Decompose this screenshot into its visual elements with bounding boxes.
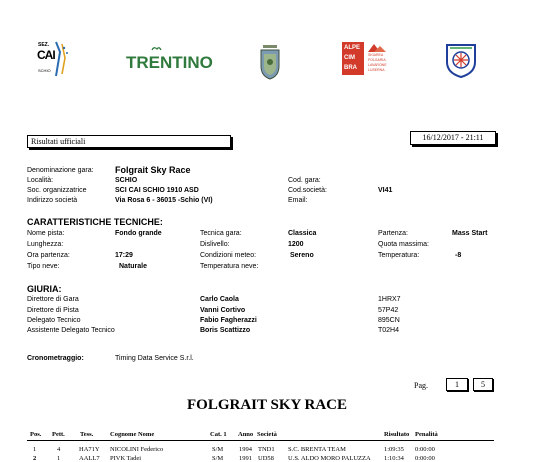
alpe-right-3: LAVARONE	[368, 63, 387, 67]
giuria-code: 1HRX7	[378, 296, 401, 303]
col-nome: Cognome Nome	[110, 431, 155, 438]
nome-pista-value: Fondo grande	[115, 230, 162, 237]
cell-soccode: UD58	[258, 455, 274, 462]
page-label: Pag.	[414, 381, 428, 390]
cell-risultato: 1:10:34	[384, 455, 404, 462]
alpe-cimbra-logo	[342, 42, 402, 76]
temp-label: Temperatura:	[378, 252, 420, 259]
alpe-line-3: BRA	[344, 65, 357, 71]
col-risultato: Risultato	[384, 431, 410, 438]
localita-label: Località:	[27, 177, 54, 184]
page-current-box[interactable]	[446, 378, 468, 391]
dislivello-value: 1200	[288, 241, 304, 248]
cod-gara-label: Cod. gara:	[288, 177, 321, 184]
cell-anno: 1991	[239, 455, 252, 462]
giuria-role: Assistente Delegato Tecnico	[27, 327, 115, 334]
col-cat: Cat. 1	[210, 431, 227, 438]
page-total: 5	[481, 380, 485, 389]
lunghezza-label: Lunghezza:	[27, 241, 64, 248]
giuria-code: T02H4	[378, 327, 400, 334]
cell-pett: 1	[57, 455, 61, 462]
dislivello-label: Dislivello:	[200, 241, 230, 248]
col-soc: Società	[257, 431, 277, 438]
cell-pos: 2	[33, 455, 37, 462]
giuria-role: Delegato Tecnico	[27, 317, 81, 324]
official-results-label: Risultati ufficiali	[31, 137, 86, 146]
datetime-box	[410, 131, 496, 145]
col-pett: Pett.	[52, 431, 65, 438]
tecnica-label: Tecnica gara:	[200, 230, 242, 237]
giuria-name: Vanni Cortivo	[200, 307, 246, 314]
giuria-name: Carlo Caola	[200, 296, 239, 303]
ora-value: 17:29	[115, 252, 133, 259]
soc-label: Soc. organizzatrice	[27, 187, 87, 194]
col-tess: Tess.	[80, 431, 94, 438]
alpe-right-2: FOLGARIA	[368, 58, 386, 62]
giuria-role: Direttore di Gara	[27, 296, 79, 303]
alpe-line-1: ALPE	[344, 45, 361, 51]
cell-penalita: 0:00:00	[415, 446, 435, 453]
alpe-right-1: SKIAREA	[368, 53, 384, 57]
cell-soc: S.C. BRENTA TEAM	[288, 446, 346, 453]
meteo-label: Condizioni meteo:	[200, 252, 257, 259]
official-results-box	[27, 135, 231, 148]
giuria-code: 57P42	[378, 307, 399, 314]
email-label: Email:	[288, 197, 308, 204]
giuria-code: 895CN	[378, 317, 400, 324]
race-name-label: Denominazione gara:	[27, 167, 94, 174]
cell-soc: U.S. ALDO MORO PALUZZA	[288, 455, 371, 462]
trentino-logo	[126, 46, 213, 76]
cai-schio-logo	[34, 38, 74, 80]
partenza-label: Partenza:	[378, 230, 408, 237]
cell-pett: 4	[57, 446, 61, 453]
cell-risultato: 1:09:35	[384, 446, 404, 453]
col-pos: Pos.	[30, 431, 42, 438]
giuria-name: Fabio Fagherazzi	[200, 317, 257, 324]
cod-soc-label: Cod.società:	[288, 187, 327, 194]
ind-value: Via Rosa 6 - 36015 -Schio (VI)	[115, 197, 213, 204]
results-title: FOLGRAIT SKY RACE	[186, 397, 348, 413]
cell-nome: NICOLINI Federico	[110, 446, 164, 453]
ind-label: Indirizzo società	[27, 197, 78, 204]
tech-heading: CARATTERISTICHE TECNICHE:	[27, 217, 163, 227]
race-name-value: Folgrait Sky Race	[115, 165, 191, 175]
nome-pista-label: Nome pista:	[27, 230, 65, 237]
trentino-logo-text: TRENTINO	[126, 53, 213, 72]
partenza-value: Mass Start	[452, 230, 488, 237]
cell-anno: 1994	[239, 446, 252, 453]
ora-label: Ora partenza:	[27, 252, 70, 259]
soc-value: SCI CAI SCHIO 1910 ASD	[115, 187, 199, 194]
cai-logo-cai: CAI	[37, 48, 55, 62]
cell-cat: S/M	[212, 455, 224, 462]
localita-value: SCHIO	[115, 177, 138, 184]
neve-label: Tipo neve:	[27, 263, 60, 270]
cell-tess: AALL7	[79, 455, 100, 462]
col-anno: Anno	[238, 431, 254, 438]
page-current: 1	[455, 380, 459, 389]
neve-value: Naturale	[119, 263, 148, 270]
meteo-value: Sereno	[290, 252, 314, 259]
alpe-right-4: LUSERNA	[368, 68, 385, 72]
cell-pos: 1	[33, 446, 37, 453]
cai-logo-schio: SCHIO	[38, 68, 51, 73]
giuria-role: Direttore di Pista	[27, 307, 79, 314]
cell-cat: S/M	[212, 446, 224, 453]
quota-label: Quota massima:	[378, 241, 429, 248]
giuria-name: Boris Scattizzo	[200, 327, 251, 334]
fisi-logo	[444, 42, 478, 78]
giuria-heading: GIURIA:	[27, 284, 62, 294]
crest-logo	[258, 42, 282, 80]
datetime-label: 16/12/2017 - 21:11	[422, 133, 484, 142]
col-penalita: Penalità	[415, 431, 438, 438]
crono-value: Timing Data Service S.r.l.	[115, 355, 194, 362]
table-header-divider	[27, 440, 494, 441]
cai-logo-sez: SEZ.	[38, 42, 50, 48]
cell-penalita: 0:00:00	[415, 455, 435, 462]
temp-neve-label: Temperatura neve:	[200, 263, 259, 270]
crono-label: Cronometraggio:	[27, 355, 84, 362]
page-total-box[interactable]	[473, 378, 493, 391]
cell-soccode: TND1	[258, 446, 275, 453]
alpe-line-2: CIM	[344, 55, 355, 61]
temp-value: -8	[455, 252, 462, 259]
cell-nome: PIVK Tadei	[110, 455, 142, 462]
tecnica-value: Classica	[288, 230, 317, 237]
cod-soc-value: VI41	[378, 187, 393, 194]
cell-tess: HA71Y	[79, 446, 100, 453]
